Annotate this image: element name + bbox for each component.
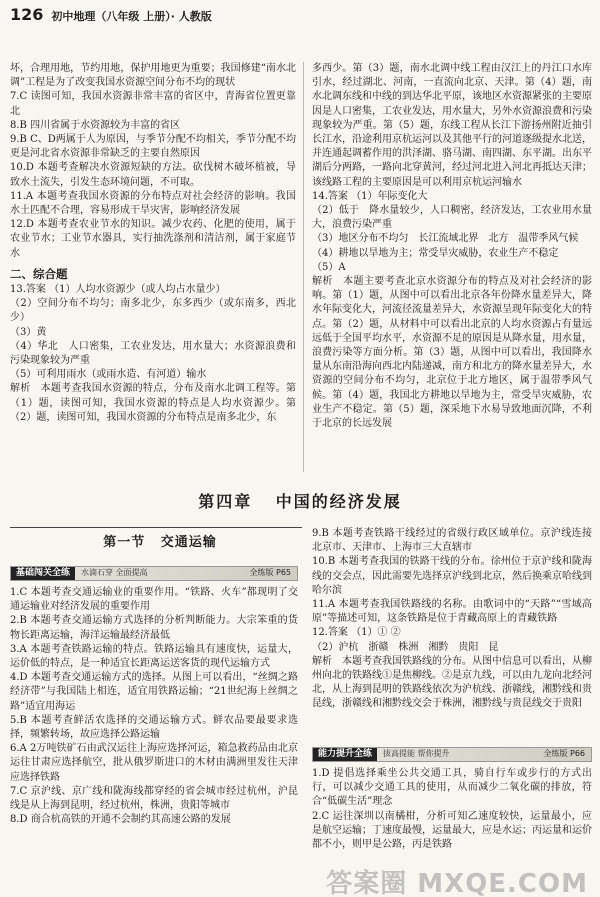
answer-item: 10.D 本题考查解决水资源短缺的方法。砍伐树木破坏植被，导致水土流失，引发生态环境问题，不可取。 <box>10 162 296 188</box>
banner-reference: 全练版 P65 <box>249 568 291 578</box>
answer-item: 12.D 本题考查农业节水的知识。减少农药、化肥的使用，属于农业节水；工业节水器具，实行抽洗涤剂和清洁剂，属于家庭节水 <box>10 219 296 259</box>
answer-item: 2.C 运往深圳以南橘柑，分析可知乙速度较快，运量最小，应是航空运输；丁速度最慢，运量最大，应是水运；丙运量和运价都不小，则甲是公路，丙是铁路 <box>312 810 592 851</box>
answer-item: （5）可利用雨水（或雨水造、有河道）输水 <box>10 369 207 381</box>
answer-item: （4）华北 人口密集，工农业发达，用水量大；水资源浪费和污染现象较为严重 <box>10 340 296 367</box>
answer-item: 14.答案 （1）年际变化大 <box>312 190 428 202</box>
answer-item: （4）耕地以旱地为主；常受旱灾威胁，农业生产不稳定 <box>312 247 559 259</box>
section-heading: 二、综合题 <box>10 266 68 281</box>
answer-item: 9.B C、D两属于人为原因，与季节分配不均相关，季节分配不均更是河北省水资源非常缺乏的主要自然原因 <box>10 134 296 160</box>
answer-item: 7.C 京沪线、京广线和陇海线都穿经的省会城市经过杭州，沪昆线是从上海到昆明，经过杭州，株洲，贵阳等城市 <box>10 785 298 812</box>
answer-item: 1.D 提倡选择乘坐公共交通工具，骑自行车或步行的方式出行，可以减少交通工具的使用，从而减少二氧化碳的排放，符合“低碳生活”理念 <box>312 768 592 808</box>
left-column-top <box>10 62 296 472</box>
chapter-number: 第四章 <box>198 492 253 511</box>
column-divider <box>303 62 304 472</box>
answer-item: 11.A 本题考查我国水资源的分布特点对社会经济的影响。我国水土匹配不合理，容易形成干旱灾害，影响经济发展 <box>10 190 296 217</box>
answer-item: （2）空间分布不均匀；南多北少，东多西少（或东南多，西北少） <box>10 298 296 324</box>
book-title: 初中地理（八年级 上册）· 人教版 <box>51 10 212 23</box>
answer-item: （2）沪杭 浙赣 株洲 湘黔 贵阳 昆 <box>312 641 499 653</box>
banner-tag: 基础闯关全练 <box>11 567 75 580</box>
right-column-top <box>312 62 592 472</box>
answer-item: 解析 本题主要考查北京水资源分布的特点及对社会经济的影响。第（1）题，从图中可以看出北京各年份降水量差异大，降水年际变化大，河流径流量差异大，水资源呈现年际变化大的特点。第（2）题，从材料中可以看出北京的人均水资源占有量远远低于全国平均水平，水资源不足的原因是从降水量，用水量，浪费污染等方面分析。第（3）题，从图中可以看出，我国降水量从东南沿海向西北内陆递减，南方和北方的降水量差异大，水资源的空间分布不均匀，北京位于北方地区，属于温带季风气候。第（4）题，我国北方耕地以旱地为主，常受旱灾威胁，农业生产不稳定。第（5）题，深采地下水易导致地面沉降，不利于北京的长远发展 <box>312 276 592 430</box>
left-column-bottom <box>10 586 298 891</box>
answer-item: 3.A 本题考查铁路运输的特点。铁路运输具有速度快，运量大，运价低的特点，是一种适宜长距离运送客货的现代运输方式 <box>10 643 298 670</box>
banner-subtitle: 拔高提能 帮你提升 <box>383 749 450 759</box>
section-name: 交通运输 <box>160 535 217 550</box>
section-number: 第一节 <box>103 535 146 550</box>
answer-item: 4.D 本题考查交通运输方式的选择。从图上可以看出，“丝绸之路经济带”与我国陆上相连，适宜用铁路运输；“21世纪海上丝绸之路”适宜用海运 <box>10 672 298 712</box>
answer-item: 10.B 本题考查我国的铁路干线的分布。徐州位于京沪线和陇海线的交会点，因此需要先选择京沪线到北京，然后换乘京哈线到哈尔滨 <box>312 556 592 596</box>
banner-subtitle: 水滴石穿 全面提高 <box>81 568 148 578</box>
answer-item: （3）地区分布不均匀 长江流域北界 北方 温带季风气候 <box>312 233 579 245</box>
answer-item: 11.A 本题考查我国铁路线的名称。由歌词中的“天路”“雪域高原”等描述可知，这条铁路是位于青藏高原上的青藏铁路 <box>312 599 592 625</box>
chapter-heading <box>0 492 600 511</box>
answer-item: （2）低于 降水量较少，人口稠密，经济发达，工农业用水量大，浪费污染严重 <box>312 205 592 231</box>
answer-item: 坏，合理用地，节约用地，保护用地更为重要；我国修建“南水北调”工程是为了改变我国水资源空间分布不均的现状 <box>10 63 296 89</box>
answer-item: 6.A 2万吨铁矿石由武汉运往上海应选择河运，箱急救药品由北京运往甘肃应选择航空，批从俄罗斯进口的木材由满洲里发往天津应选择铁路 <box>10 743 298 783</box>
banner-reference: 全练版 P66 <box>543 749 585 759</box>
answer-item: 解析 本题考查我国铁路线的分布。从图中信息可以看出，从柳州向北的铁路线①是焦柳线。②是京九线，可以由九龙向北经河北，从上海到昆明的铁路线依次为沪杭线、浙赣线，湘黔线和贵昆线，浙赣线和湘黔线交会于株洲，湘黔线与贵昆线交于贵阳 <box>312 655 592 710</box>
answer-item: 13.答案 （1）人均水资源少（或人均占水量少） <box>10 284 226 296</box>
answer-item: 解析 本题考查我国水资源的特点，分布及南水北调工程等。第（1）题，读图可知，我国水资源的特点是人均水资源少。第（2）题，读图可知，我国水资源的分布特点是南多北少，东 <box>10 383 296 423</box>
answer-item: 12.答案 （1）① ② <box>312 627 401 639</box>
ability-practice-banner <box>312 747 592 762</box>
page-number: 126 <box>10 5 44 24</box>
banner-tag: 能力提升全练 <box>313 748 377 761</box>
answer-item: 8.B 四川省属于水资源较为丰富的省区 <box>10 119 181 131</box>
answer-item: 7.C 读图可知，我国水资源非常丰富的省区中，青海省位置更靠北 <box>10 91 296 117</box>
answer-item: 1.C 本题考查交通运输业的重要作用。“铁路、火车”都现明了交通运输业对经济发展的重要作用 <box>10 587 298 613</box>
answer-item: 2.B 本题考查交通运输方式选择的分析判断能力。大宗笨重的货物长距离运输，海洋运输最经济最低 <box>10 615 298 641</box>
answer-item: （3）黄 <box>10 326 47 338</box>
watermark: 答案圈 MXQE.COM <box>326 868 588 897</box>
chapter-title: 中国的经济发展 <box>275 492 402 511</box>
section-heading-title <box>40 536 280 550</box>
answer-item: 9.B 本题考查铁路干线经过的省级行政区域单位。京沪线连接北京市、天津市、上海市三大直辖市 <box>312 528 592 554</box>
answer-item: 8.D 商合杭高铁的开通不会制约其高速公路的发展 <box>10 814 231 826</box>
right-column-bottom <box>312 527 592 742</box>
answer-item: （5）A <box>312 261 346 273</box>
answer-item: 多西少。第（3）题，南水北调中线工程由汉江上的丹江口水库引水，经过湖北、河南，一直流向北京、天津。第（4）题，南水北调东线和中线的到达华北平原，该地区水资源紧张的主要原因是人口密集，工农业发达，用水量大，另外水资源浪费和污染现象较为严重。第（5）题，东线工程从长江下游扬州附近抽引长江水，沿途利用京杭运河以及其他平行的河道逐级提水北送，并连通起调蓄作用的洪泽湖、骆马湖、南四湖、东平湖。出东平湖后分两路，一路向北穿黄河，经过河北进入河北再抵达天津；该线路工程的主要原因是可以利用京杭运河输水 <box>312 63 592 188</box>
basic-practice-banner <box>10 566 298 581</box>
section-rule <box>10 527 302 528</box>
answer-item: 5.B 本题考查鲜活农选择的交通运输方式。鲜农品要最要求选择，频繁转场，故应选择公路运输 <box>10 714 298 741</box>
page-header <box>10 5 212 28</box>
